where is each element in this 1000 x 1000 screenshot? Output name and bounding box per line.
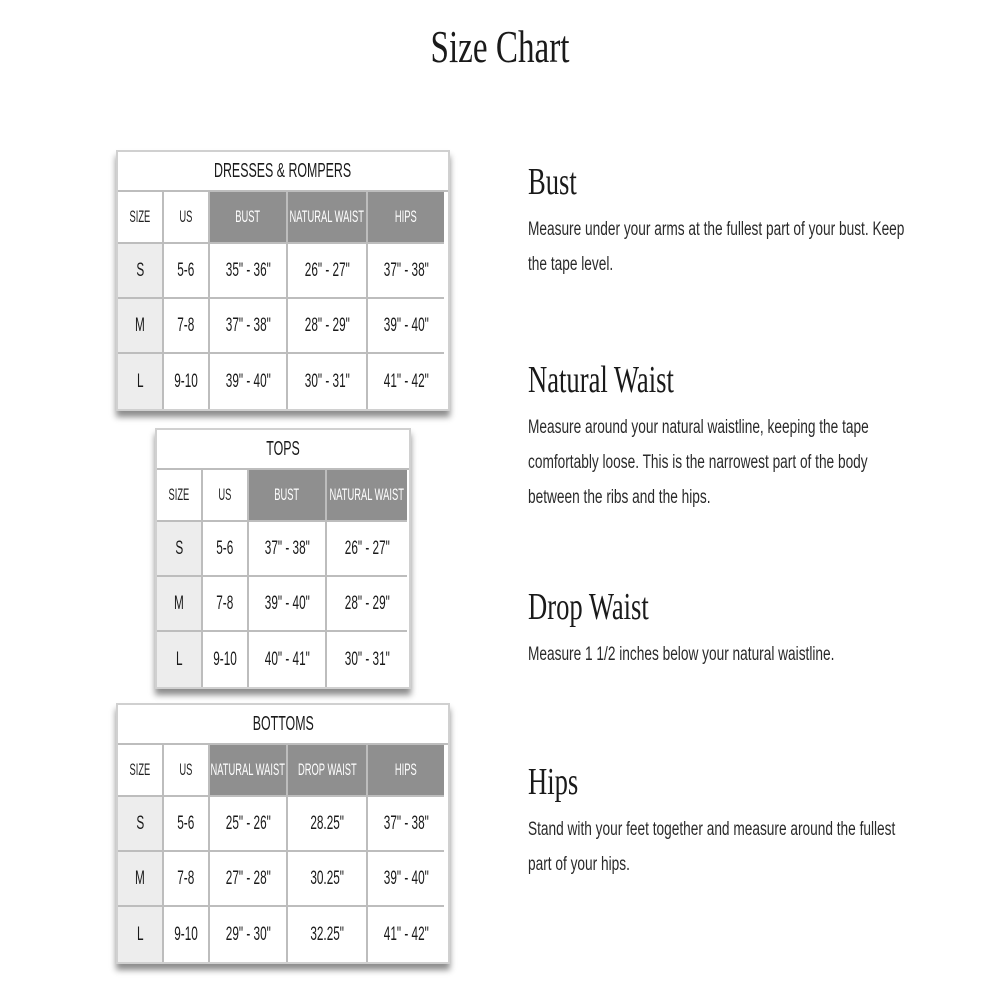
table-cell: M: [118, 852, 164, 907]
table-cell: 26" - 27": [327, 522, 407, 577]
table-cell: L: [118, 354, 164, 409]
natural-waist-heading: Natural Waist: [528, 359, 674, 401]
table-cell: 39" - 40": [368, 852, 444, 907]
table-cell: M: [157, 577, 203, 632]
table-cell: 5-6: [164, 797, 210, 852]
table-cell: 39" - 40": [368, 299, 444, 354]
table-cell: M: [118, 299, 164, 354]
header-bust: BUST: [249, 470, 327, 522]
header-size: SIZE: [118, 192, 164, 244]
hips-section: [528, 760, 928, 882]
table-cell: 32.25": [288, 907, 368, 962]
table-cell: 28" - 29": [327, 577, 407, 632]
hips-description: Stand with your feet together and measure around the fullest part of your hips.: [528, 819, 896, 875]
table-cell: 37" - 38": [249, 522, 327, 577]
table-title-text: TOPS: [266, 437, 300, 460]
table-cell: 27" - 28": [210, 852, 288, 907]
table-cell: 28" - 29": [288, 299, 368, 354]
tops-table: [155, 428, 411, 689]
drop-waist-section: [528, 585, 928, 672]
drop-waist-heading: Drop Waist: [528, 586, 649, 628]
table-cell: 30.25": [288, 852, 368, 907]
table-cell: 26" - 27": [288, 244, 368, 299]
header-hips: HIPS: [368, 745, 444, 797]
table-cell: 7-8: [203, 577, 249, 632]
table-cell: L: [118, 907, 164, 962]
table-title: [118, 152, 448, 192]
bust-description: Measure under your arms at the fullest part of your bust. Keep the tape level.: [528, 219, 905, 275]
header-natural-waist: NATURAL WAIST: [210, 745, 288, 797]
table-cell: S: [118, 244, 164, 299]
table-cell: 7-8: [164, 299, 210, 354]
table-cell: L: [157, 632, 203, 687]
dresses-rompers-table: [116, 150, 450, 411]
header-size: SIZE: [157, 470, 203, 522]
table-title-text: BOTTOMS: [252, 712, 314, 735]
header-bust: BUST: [210, 192, 288, 244]
natural-waist-description: Measure around your natural waistline, keeping the tape comfortably loose. This is the narrowest part of the body between the ribs and the hips.: [528, 417, 869, 508]
header-us: US: [203, 470, 249, 522]
header-size: SIZE: [118, 745, 164, 797]
header-drop-waist: DROP WAIST: [288, 745, 368, 797]
table-cell: 30" - 31": [288, 354, 368, 409]
table-cell: 9-10: [164, 907, 210, 962]
table-cell: 30" - 31": [327, 632, 407, 687]
header-us: US: [164, 745, 210, 797]
table-cell: 39" - 40": [210, 354, 288, 409]
table-cell: S: [118, 797, 164, 852]
table-cell: 5-6: [164, 244, 210, 299]
table-cell: 41" - 42": [368, 907, 444, 962]
drop-waist-description: Measure 1 1/2 inches below your natural waistline.: [528, 644, 835, 665]
header-natural-waist: NATURAL WAIST: [327, 470, 407, 522]
natural-waist-section: [528, 358, 928, 515]
table-cell: 37" - 38": [368, 244, 444, 299]
table-cell: 41" - 42": [368, 354, 444, 409]
header-us: US: [164, 192, 210, 244]
table-cell: 28.25": [288, 797, 368, 852]
table-cell: 37" - 38": [368, 797, 444, 852]
table-cell: 9-10: [203, 632, 249, 687]
table-title-text: DRESSES & ROMPERS: [214, 159, 352, 182]
hips-heading: Hips: [528, 761, 579, 803]
bottoms-table: [116, 703, 450, 964]
table-cell: 5-6: [203, 522, 249, 577]
table-title: [118, 705, 448, 745]
bust-heading: Bust: [528, 161, 577, 203]
table-cell: 35" - 36": [210, 244, 288, 299]
header-natural-waist: NATURAL WAIST: [288, 192, 368, 244]
page-title: Size Chart: [430, 21, 570, 72]
table-cell: 39" - 40": [249, 577, 327, 632]
table-cell: S: [157, 522, 203, 577]
table-title: [157, 430, 409, 470]
bust-section: [528, 160, 928, 282]
table-cell: 40" - 41": [249, 632, 327, 687]
table-cell: 25" - 26": [210, 797, 288, 852]
table-cell: 9-10: [164, 354, 210, 409]
table-cell: 37" - 38": [210, 299, 288, 354]
table-cell: 29" - 30": [210, 907, 288, 962]
header-hips: HIPS: [368, 192, 444, 244]
table-cell: 7-8: [164, 852, 210, 907]
